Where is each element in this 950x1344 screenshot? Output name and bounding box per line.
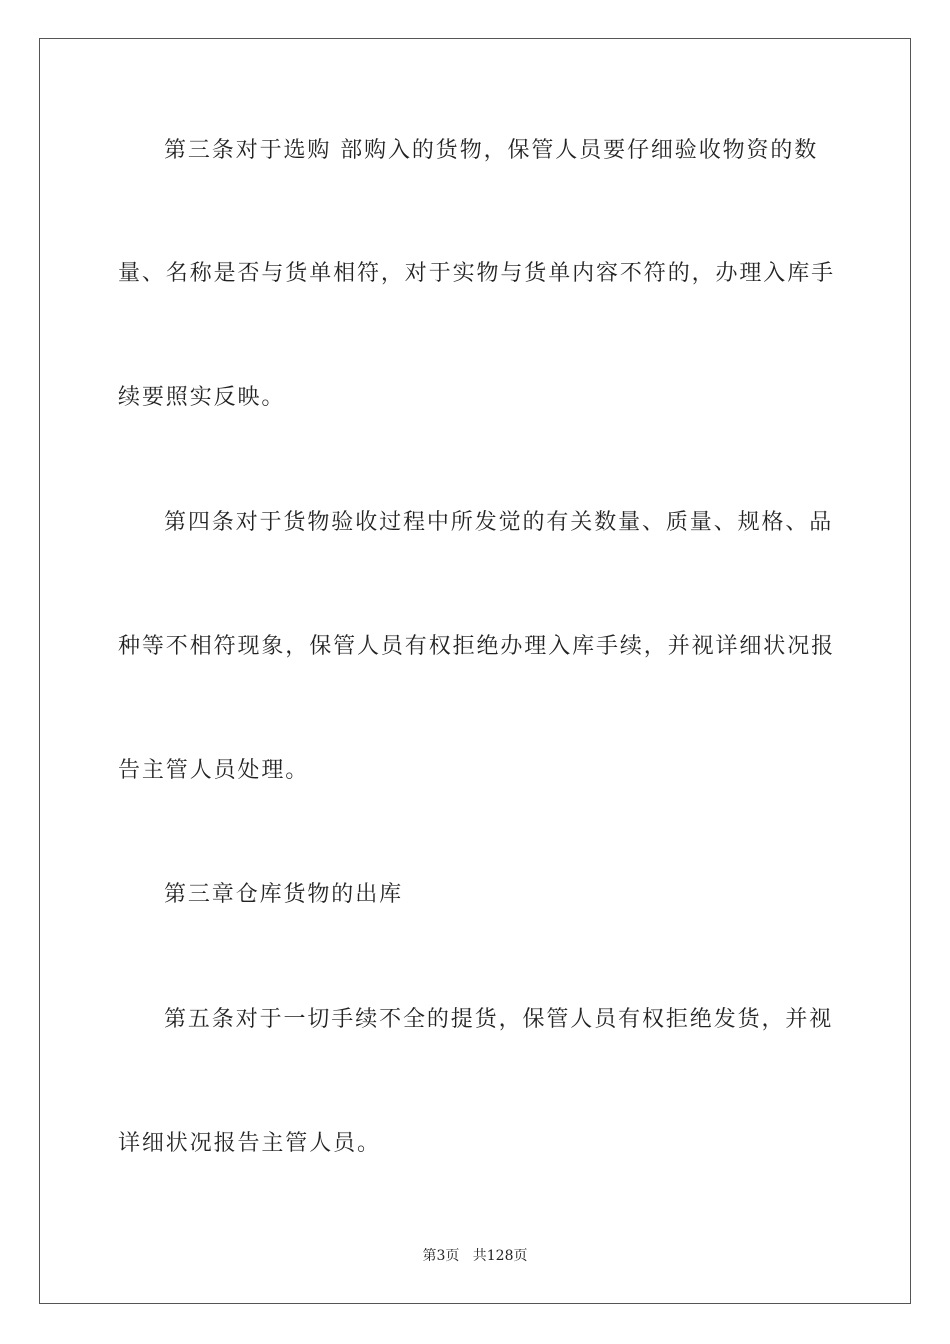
chapter-heading: 第三章仓库货物的出库	[164, 882, 404, 907]
paragraph-line: 续要照实反映。	[118, 385, 286, 410]
paragraph-line: 详细状况报告主管人员。	[118, 1131, 381, 1156]
paragraph-line: 第三条对于选购 部购入的货物，保管人员要仔细验收物资的数	[164, 138, 819, 163]
paragraph-line: 第四条对于货物验收过程中所发觉的有关数量、质量、规格、品	[164, 510, 834, 535]
paragraph-line: 告主管人员处理。	[118, 758, 310, 783]
page-border	[39, 38, 911, 1304]
paragraph-line: 第五条对于一切手续不全的提货，保管人员有权拒绝发货，并视	[164, 1007, 834, 1032]
page-total: 共128页	[472, 1248, 528, 1264]
page-footer	[0, 1247, 950, 1265]
page-number: 第3页	[422, 1248, 460, 1264]
paragraph-line: 种等不相符现象，保管人员有权拒绝办理入库手续，并视详细状况报	[118, 634, 836, 659]
paragraph-line: 量、名称是否与货单相符，对于实物与货单内容不符的，办理入库手	[118, 261, 836, 286]
